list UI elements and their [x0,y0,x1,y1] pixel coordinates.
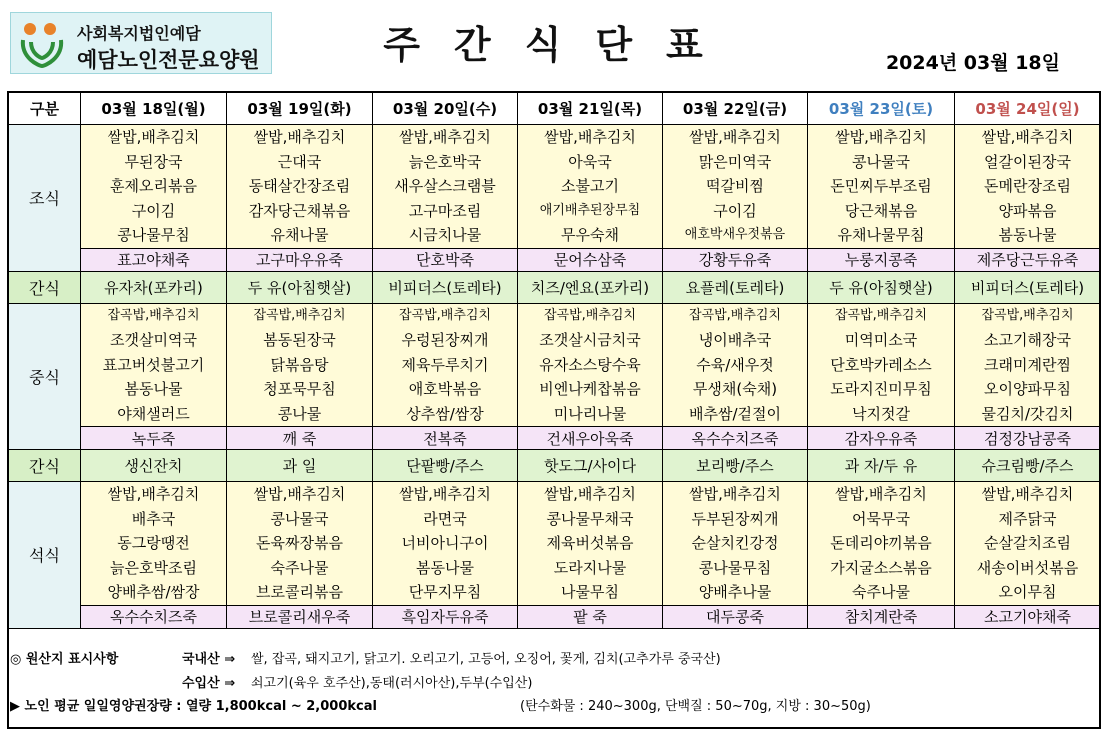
menu-item: 쌀밥,배추김치 [544,485,636,503]
menu-item: 무생채(숙채) [692,380,778,398]
menu-item: 단무지무침 [408,583,482,601]
menu-item: 콩나물국 [852,152,910,171]
menu-item: 순살치킨강정 [691,534,779,552]
menu-item: 쌀밥,배추김치 [689,128,781,146]
porridge-cell: 고구마우유죽 [227,248,373,271]
menu-item: 청포묵무침 [263,380,336,398]
snack-cell: 핫도그/사이다 [518,450,663,482]
snack-cell: 보리빵/주스 [663,450,808,482]
menu-item: 너비아니구이 [401,534,489,552]
menu-item: 숙주나물 [852,583,910,601]
nutrition-label: ▶ 노인 평균 일일영양권장량 : 열량 1,800kcal ~ 2,000kcal [10,699,377,714]
snack-cell: 두 유(아침햇살) [808,271,955,303]
menu-item: 쌀밥,배추김치 [253,485,346,503]
menu-item: 시금치나물 [408,226,482,244]
org-logo [10,12,272,74]
menu-item: 도라지진미무침 [830,380,932,398]
porridge-cell: 브로콜리새우죽 [227,605,373,628]
menu-item: 늙은호박국 [408,152,482,171]
menu-item: 순살갈치조림 [984,534,1071,552]
menu-item: 동그랑땡전 [117,534,190,552]
org-logo-icon [17,18,67,70]
menu-item: 유채나물무침 [837,226,925,244]
menu-item: 돈메란장조림 [984,177,1071,195]
menu-item: 콩나물무침 [698,558,772,577]
menu-item: 나물무침 [561,583,619,601]
menu-item: 조갯살시금치국 [539,331,641,349]
porridge-cell: 흑임자두유죽 [373,605,518,628]
porridge-cell: 옥수수치즈죽 [81,605,227,628]
menu-item: 쌀밥,배추김치 [835,128,927,146]
menu-item: 두부된장찌개 [691,509,779,528]
menu-item: 수육/새우젓 [696,355,774,374]
porridge-cell: 팥 죽 [518,605,663,628]
snack-cell: 치즈/엔요(포카리) [518,271,663,303]
menu-item: 제주닭국 [998,509,1057,528]
menu-item: 쌀밥,배추김치 [689,485,781,503]
menu-item: 배추국 [131,509,176,528]
domestic-text: 쌀, 잡곡, 돼지고기, 닭고기. 오리고기, 고등어, 오징어, 꽃게, 김치(고추가루 중국산) [251,652,721,667]
menu-item: 당근채볶음 [844,201,918,220]
menu-item: 애호박볶음 [408,380,482,398]
menu-item: 낙지젓갈 [852,404,910,423]
menu-item: 아욱국 [568,152,612,171]
menu-item: 동태살간장조림 [248,177,351,195]
menu-item: 잡곡밥,배추김치 [981,307,1074,323]
menu-item: 소고기해장국 [984,331,1071,349]
menu-item: 늙은호박조림 [110,558,197,577]
menu-item: 근대국 [277,152,322,171]
snack-cell: 과 자/두 유 [808,450,955,482]
menu-item: 잡곡밥,배추김치 [398,307,492,323]
menu-item: 크래미계란찜 [984,355,1071,374]
menu-item: 제육버섯볶음 [546,534,634,552]
menu-item: 쌀밥,배추김치 [544,128,636,146]
menu-item: 잡곡밥,배추김치 [253,307,346,323]
menu-item: 새송이버섯볶음 [976,558,1079,577]
menu-item: 봄동나물 [124,380,183,398]
afternoon-snack-label: 간식 [9,450,81,482]
breakfast-label: 조식 [9,125,81,272]
menu-item: 콩나물무침 [117,226,190,244]
header-day: 03월 20일(수) [373,93,518,125]
menu-item: 조갯살미역국 [110,331,197,349]
import-text: 쇠고기(육우 호주산),동태(러시아산),두부(수입산) [251,676,533,691]
header-day-saturday: 03월 23일(토) [808,93,955,125]
table-frame [7,91,1101,729]
menu-item: 돈데리야끼볶음 [830,534,932,552]
menu-item: 쌀밥,배추김치 [107,485,200,503]
snack-cell: 유자차(포카리) [81,271,227,303]
menu-item: 양파볶음 [998,201,1057,220]
import-label: 수입산 ⇒ [182,676,236,691]
menu-item: 브로콜리볶음 [256,583,343,601]
menu-item: 무우숙채 [561,226,619,244]
menu-item: 얼갈이된장국 [984,152,1071,171]
menu-item: 훈제오리볶음 [110,177,197,195]
menu-item: 소불고기 [561,177,619,195]
menu-item: 숙주나물 [270,558,329,577]
porridge-cell: 깨 죽 [227,427,373,450]
menu-item: 돈민찌두부조림 [830,177,932,195]
snack-cell: 단팥빵/주스 [373,450,518,482]
porridge-cell: 참치계란죽 [808,605,955,628]
menu-item: 잡곡밥,배추김치 [107,307,200,323]
header-category: 구분 [9,93,81,125]
porridge-cell: 문어수삼죽 [518,248,663,271]
menu-item: 쌀밥,배추김치 [981,485,1074,503]
snack-cell: 슈크림빵/주스 [955,450,1101,482]
menu-item: 잡곡밥,배추김치 [688,307,782,323]
header-day: 03월 21일(목) [518,93,663,125]
menu-item: 쌀밥,배추김치 [107,128,200,146]
header-day: 03월 18일(월) [81,93,227,125]
snack-cell: 생신잔치 [81,450,227,482]
menu-item: 냉이배추국 [698,331,772,349]
menu-item: 봄동나물 [416,558,474,577]
menu-item: 돈육짜장볶음 [256,534,343,552]
porridge-cell: 감자우유죽 [808,427,955,450]
menu-item: 배추쌈/겉절이 [689,404,781,423]
menu-item: 닭볶음탕 [270,355,329,374]
menu-item: 쌀밥,배추김치 [399,485,491,503]
menu-item: 새우살스크램블 [394,177,496,195]
menu-item: 애호박새우젓볶음 [684,227,786,242]
porridge-cell: 단호박죽 [373,248,518,271]
menu-item: 제육두루치기 [401,355,489,374]
header-day-sunday: 03월 24일(일) [955,93,1101,125]
menu-item: 야채샐러드 [117,404,190,423]
menu-item: 유채나물 [270,226,329,244]
menu-item: 오이무침 [998,583,1057,601]
menu-item: 물김치/갓김치 [981,404,1074,423]
menu-item: 쌀밥,배추김치 [253,128,346,146]
lunch-label: 중식 [9,303,81,450]
porridge-cell: 검정강남콩죽 [955,427,1101,450]
menu-item: 구이김 [713,201,757,220]
porridge-cell: 표고야채죽 [81,248,227,271]
porridge-cell: 누룽지콩죽 [808,248,955,271]
header-day: 03월 19일(화) [227,93,373,125]
menu-item: 양배추쌈/쌈장 [107,583,200,601]
origin-label: ◎ 원산지 표시사항 [10,652,119,667]
menu-item: 단호박카레소스 [830,355,932,374]
menu-item: 애기배추된장무침 [539,202,641,218]
menu-item: 감자당근채볶음 [248,201,351,220]
morning-snack-label: 간식 [9,271,81,303]
menu-item: 양배추나물 [698,583,772,601]
porridge-cell: 녹두죽 [81,427,227,450]
menu-item: 구이김 [131,201,176,220]
menu-item: 콩나물무채국 [546,509,634,528]
snack-cell: 두 유(아침햇살) [227,271,373,303]
menu-item: 맑은미역국 [698,152,772,171]
page-title: 주간식단표 [383,23,737,67]
menu-item: 상추쌈/쌈장 [406,404,484,423]
porridge-cell: 옥수수치즈죽 [663,427,808,450]
snack-cell: 요플레(토레타) [663,271,808,303]
menu-item: 가지굴소스볶음 [830,558,932,577]
menu-item: 비엔나케찹볶음 [539,380,641,398]
domestic-label: 국내산 ⇒ [182,652,236,667]
menu-item: 콩나물국 [270,509,329,528]
menu-item: 미나리나물 [553,404,627,423]
porridge-cell: 건새우아욱죽 [518,427,663,450]
nutrition-text: (탄수화물 : 240~300g, 단백질 : 50~70g, 지방 : 30~50g) [520,699,871,714]
org-subtitle: 사회복지법인예담 [77,24,201,43]
menu-item: 잡곡밥,배추김치 [834,307,928,323]
porridge-cell: 전복죽 [373,427,518,450]
menu-item: 쌀밥,배추김치 [981,128,1074,146]
porridge-cell: 제주당근두유죽 [955,248,1101,271]
menu-item: 쌀밥,배추김치 [835,485,927,503]
menu-item: 떡갈비찜 [706,177,764,195]
header-day: 03월 22일(금) [663,93,808,125]
snack-cell: 비피더스(토레타) [373,271,518,303]
menu-item: 잡곡밥,배추김치 [543,307,637,323]
menu-item: 무된장국 [124,152,183,171]
menu-date: 2024년 03월 18일 [885,52,1060,74]
menu-item: 라면국 [423,509,467,528]
snack-cell: 비피더스(토레타) [955,271,1101,303]
org-name: 예담노인전문요양원 [77,48,260,72]
menu-item: 콩나물 [277,404,322,423]
porridge-cell: 대두콩죽 [663,605,808,628]
menu-item: 표고버섯불고기 [102,355,205,374]
menu-item: 우렁된장찌개 [401,331,489,349]
menu-item: 봄동나물 [998,226,1057,244]
menu-item: 유자소스탕수육 [539,355,641,374]
porridge-cell: 소고기야채죽 [955,605,1101,628]
snack-cell: 과 일 [227,450,373,482]
menu-item: 어묵무국 [852,509,910,528]
porridge-cell: 강황두유죽 [663,248,808,271]
menu-item: 고구마조림 [408,201,482,220]
menu-item: 봄동된장국 [263,331,336,349]
menu-item: 도라지나물 [553,558,627,577]
menu-item: 미역미소국 [844,331,918,349]
dinner-label: 석식 [9,482,81,629]
menu-item: 오이양파무침 [984,380,1071,398]
menu-item: 쌀밥,배추김치 [399,128,491,146]
